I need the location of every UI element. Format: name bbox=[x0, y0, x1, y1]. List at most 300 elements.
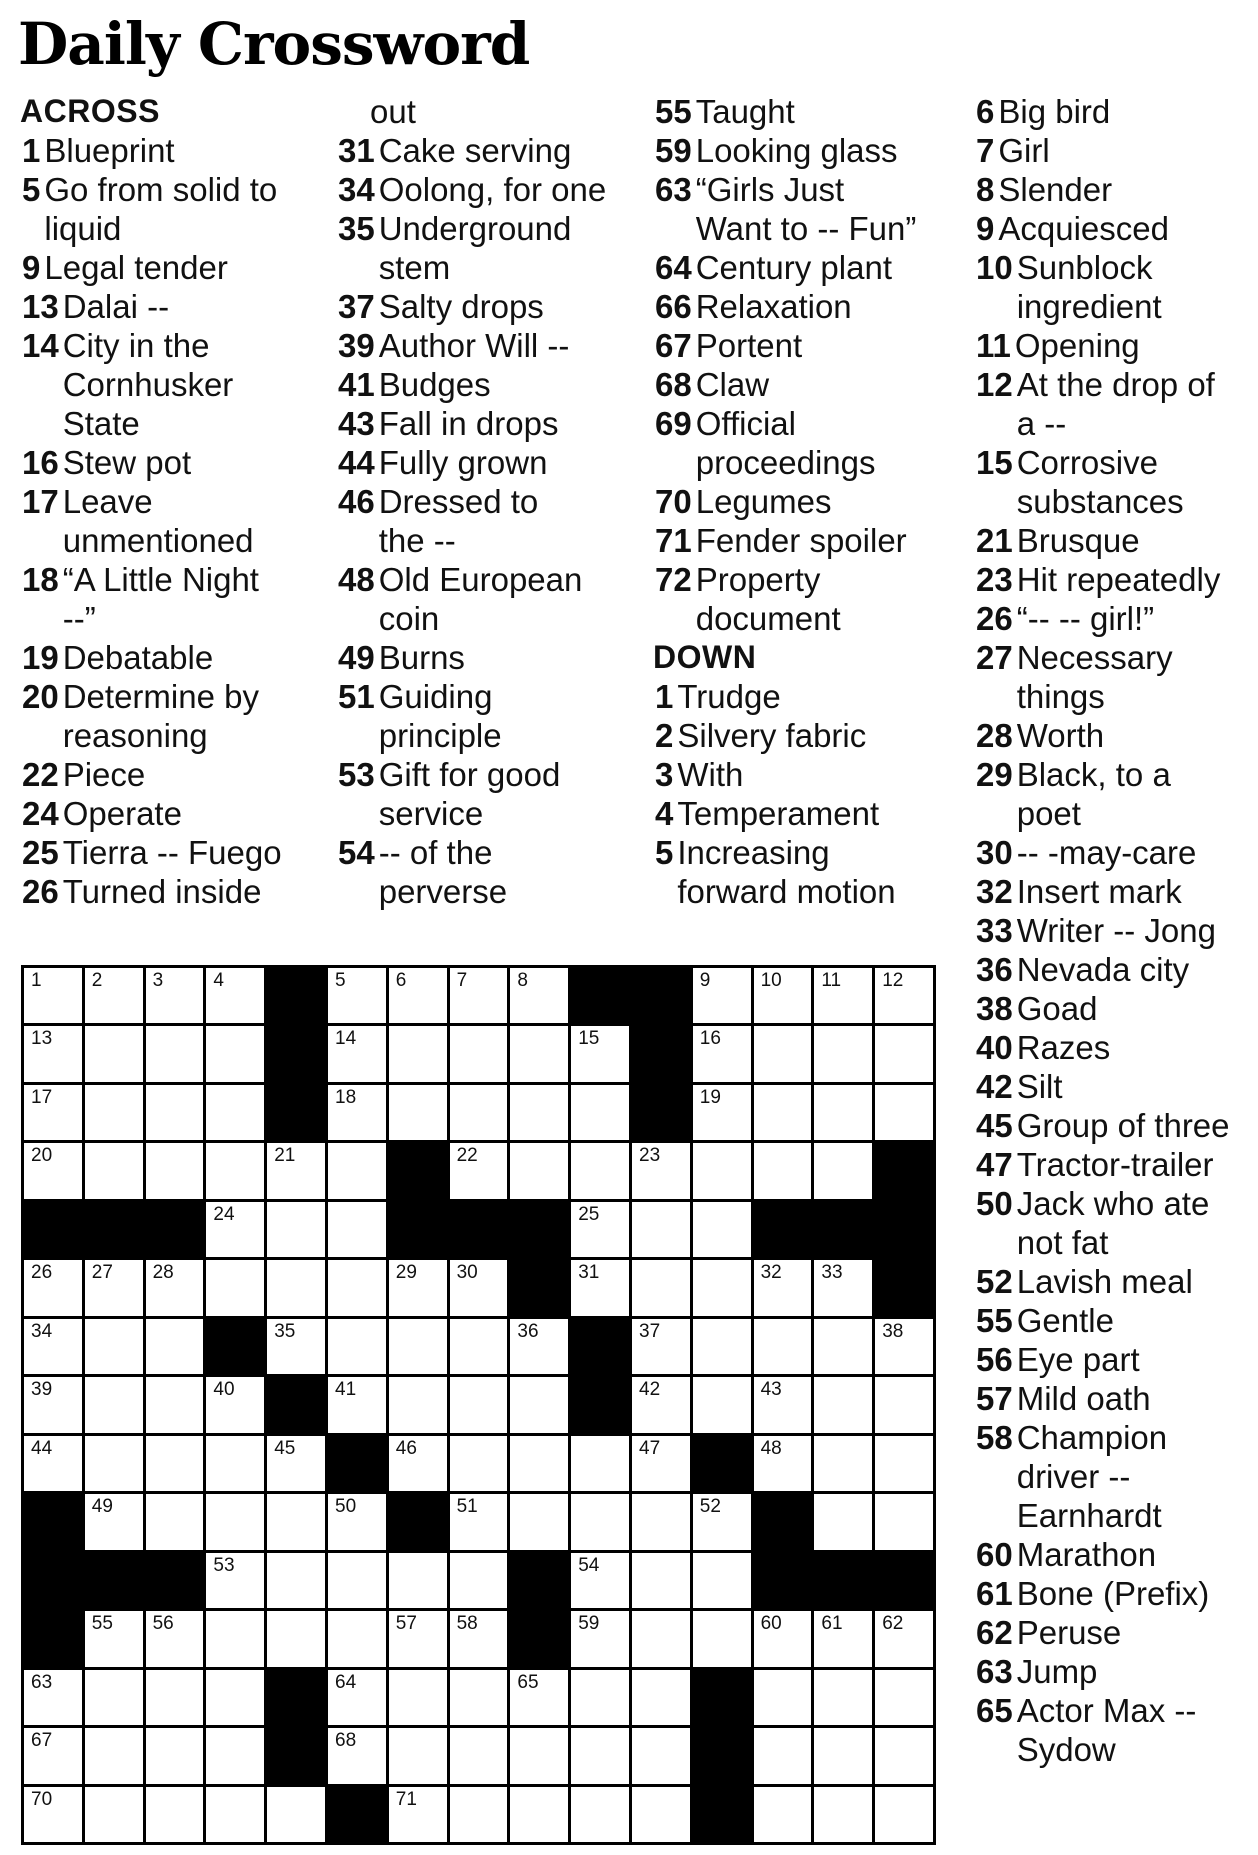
clue-line: Legal tender bbox=[44, 249, 228, 286]
clue-text bbox=[998, 209, 1169, 248]
grid-cell[interactable] bbox=[632, 1436, 690, 1491]
grid-cell[interactable] bbox=[814, 1728, 872, 1783]
clue-item bbox=[976, 833, 1256, 872]
crossword-grid bbox=[21, 965, 936, 1845]
grid-cell[interactable] bbox=[632, 1553, 690, 1608]
grid-cell[interactable] bbox=[632, 1143, 690, 1198]
clue-text bbox=[1017, 560, 1221, 599]
grid-cell[interactable] bbox=[328, 1319, 386, 1374]
clue-text bbox=[379, 560, 583, 638]
grid-cell[interactable] bbox=[328, 1260, 386, 1315]
clue-text bbox=[379, 482, 539, 560]
clue-number: 47 bbox=[976, 1146, 1013, 1183]
grid-cell[interactable] bbox=[693, 1202, 751, 1257]
grid-cell[interactable] bbox=[328, 1026, 386, 1081]
grid-cell[interactable] bbox=[693, 1026, 751, 1081]
grid-cell[interactable] bbox=[328, 1143, 386, 1198]
grid-cell[interactable] bbox=[328, 1611, 386, 1666]
clue-number: 69 bbox=[655, 405, 692, 442]
clue-item bbox=[655, 833, 960, 911]
cell-number: 7 bbox=[456, 970, 468, 991]
grid-cell[interactable] bbox=[875, 1670, 933, 1725]
clue-line: Operate bbox=[62, 795, 182, 832]
clue-item bbox=[22, 131, 327, 170]
grid-cell[interactable] bbox=[267, 1787, 325, 1842]
clue-line: Eye part bbox=[1016, 1341, 1140, 1378]
grid-cell[interactable] bbox=[389, 1085, 447, 1140]
grid-cell[interactable] bbox=[875, 1026, 933, 1081]
cell-number: 55 bbox=[91, 1613, 113, 1635]
clue-item bbox=[976, 599, 1256, 638]
clue-number: 64 bbox=[655, 249, 692, 286]
grid-cell[interactable] bbox=[450, 1377, 508, 1432]
grid-cell[interactable] bbox=[875, 1085, 933, 1140]
grid-cell[interactable] bbox=[814, 1670, 872, 1725]
grid-cell[interactable] bbox=[632, 1319, 690, 1374]
grid-cell[interactable] bbox=[814, 1611, 872, 1666]
grid-cell[interactable] bbox=[328, 1202, 386, 1257]
grid-cell[interactable] bbox=[450, 1728, 508, 1783]
grid-cell[interactable] bbox=[389, 1436, 447, 1491]
clue-line: Nevada city bbox=[1016, 951, 1190, 988]
grid-cell[interactable] bbox=[206, 1611, 264, 1666]
grid-cell[interactable] bbox=[328, 1085, 386, 1140]
clue-line: Guiding bbox=[378, 678, 493, 715]
clue-number: 17 bbox=[22, 483, 59, 520]
grid-cell[interactable] bbox=[85, 1377, 143, 1432]
grid-cell[interactable] bbox=[267, 1202, 325, 1257]
grid-cell[interactable] bbox=[814, 1436, 872, 1491]
grid-cell[interactable] bbox=[267, 1260, 325, 1315]
clue-line: Earnhardt bbox=[1016, 1497, 1162, 1534]
clue-line: Looking glass bbox=[695, 132, 898, 169]
grid-cell[interactable] bbox=[389, 1260, 447, 1315]
grid-cell[interactable] bbox=[24, 1085, 82, 1140]
clue-column-3 bbox=[655, 92, 960, 911]
grid-cell[interactable] bbox=[510, 1728, 568, 1783]
grid-cell[interactable] bbox=[754, 1319, 812, 1374]
grid-cell[interactable] bbox=[754, 1436, 812, 1491]
clue-text bbox=[44, 170, 277, 248]
cell-number: 8 bbox=[517, 970, 528, 991]
grid-cell[interactable] bbox=[693, 1085, 751, 1140]
grid-block bbox=[24, 1494, 82, 1549]
clue-number: 40 bbox=[976, 1029, 1013, 1066]
grid-cell[interactable] bbox=[754, 1670, 812, 1725]
clue-item bbox=[22, 872, 327, 911]
grid-cell[interactable] bbox=[389, 1787, 447, 1842]
clue-line: “Girls Just bbox=[695, 171, 845, 208]
clue-item bbox=[338, 833, 638, 911]
clue-number: 59 bbox=[655, 132, 692, 169]
grid-cell[interactable] bbox=[450, 1553, 508, 1608]
clue-line: ingredient bbox=[1016, 288, 1162, 325]
clue-item bbox=[976, 755, 1256, 833]
clue-line: -- of the bbox=[378, 834, 493, 871]
cell-number: 58 bbox=[456, 1613, 478, 1635]
grid-cell[interactable] bbox=[206, 1026, 264, 1081]
clue-text bbox=[1017, 833, 1197, 872]
clue-item bbox=[655, 248, 960, 287]
clue-line: -- -may-care bbox=[1016, 834, 1197, 871]
grid-cell[interactable] bbox=[267, 1611, 325, 1666]
grid-cell[interactable] bbox=[450, 1494, 508, 1549]
grid-cell[interactable] bbox=[632, 1494, 690, 1549]
grid-cell[interactable] bbox=[571, 1260, 629, 1315]
grid-cell[interactable] bbox=[85, 1494, 143, 1549]
grid-cell[interactable] bbox=[693, 1319, 751, 1374]
grid-cell[interactable] bbox=[450, 1319, 508, 1374]
grid-cell[interactable] bbox=[814, 1260, 872, 1315]
clue-item bbox=[22, 833, 327, 872]
clue-item bbox=[338, 755, 638, 833]
grid-cell[interactable] bbox=[754, 1611, 812, 1666]
grid-cell[interactable] bbox=[206, 1553, 264, 1608]
grid-cell[interactable] bbox=[814, 1143, 872, 1198]
grid-cell[interactable] bbox=[146, 1319, 204, 1374]
grid-cell[interactable] bbox=[875, 1319, 933, 1374]
grid-cell[interactable] bbox=[24, 1436, 82, 1491]
grid-cell[interactable] bbox=[24, 1377, 82, 1432]
grid-cell[interactable] bbox=[85, 1611, 143, 1666]
grid-cell[interactable] bbox=[632, 1611, 690, 1666]
cell-number: 48 bbox=[760, 1437, 782, 1459]
grid-cell[interactable] bbox=[754, 1377, 812, 1432]
grid-cell[interactable] bbox=[85, 1026, 143, 1081]
grid-cell[interactable] bbox=[24, 1670, 82, 1725]
cell-number: 63 bbox=[31, 1671, 53, 1693]
clue-text bbox=[379, 833, 507, 911]
clue-line: Girl bbox=[998, 132, 1050, 169]
grid-cell[interactable] bbox=[146, 1143, 204, 1198]
grid-cell[interactable] bbox=[875, 1377, 933, 1432]
grid-cell[interactable] bbox=[206, 1377, 264, 1432]
clue-number: 68 bbox=[655, 366, 692, 403]
clue-line: Goad bbox=[1016, 990, 1098, 1027]
cell-number: 31 bbox=[578, 1262, 600, 1284]
clue-item bbox=[976, 638, 1256, 716]
clue-item bbox=[976, 1652, 1256, 1691]
grid-cell[interactable] bbox=[450, 1670, 508, 1725]
grid-cell[interactable] bbox=[146, 1377, 204, 1432]
cell-number: 20 bbox=[31, 1145, 53, 1167]
clue-number: 37 bbox=[338, 288, 375, 325]
grid-block bbox=[510, 1611, 568, 1666]
grid-cell[interactable] bbox=[754, 1143, 812, 1198]
grid-cell[interactable] bbox=[328, 1670, 386, 1725]
grid-cell[interactable] bbox=[814, 1319, 872, 1374]
grid-cell[interactable] bbox=[450, 1260, 508, 1315]
grid-cell[interactable] bbox=[814, 1377, 872, 1432]
grid-cell[interactable] bbox=[450, 1787, 508, 1842]
grid-block bbox=[510, 1553, 568, 1608]
grid-cell[interactable] bbox=[632, 1670, 690, 1725]
clue-line: Gift for good bbox=[378, 756, 561, 793]
grid-cell[interactable] bbox=[146, 1670, 204, 1725]
clue-number: 67 bbox=[655, 327, 692, 364]
clue-number: 39 bbox=[338, 327, 375, 364]
grid-cell[interactable] bbox=[389, 968, 447, 1023]
grid-cell[interactable] bbox=[693, 1143, 751, 1198]
grid-cell[interactable] bbox=[206, 1436, 264, 1491]
grid-cell[interactable] bbox=[328, 1728, 386, 1783]
grid-cell[interactable] bbox=[754, 1085, 812, 1140]
grid-block bbox=[875, 1553, 933, 1608]
clue-text bbox=[1017, 1379, 1151, 1418]
grid-cell[interactable] bbox=[85, 1143, 143, 1198]
grid-cell[interactable] bbox=[814, 968, 872, 1023]
clue-line: Dalai -- bbox=[62, 288, 170, 325]
clue-line: Increasing bbox=[677, 834, 830, 871]
cell-number: 44 bbox=[31, 1437, 53, 1459]
grid-cell[interactable] bbox=[328, 1377, 386, 1432]
grid-cell[interactable] bbox=[206, 1260, 264, 1315]
grid-cell[interactable] bbox=[328, 1553, 386, 1608]
grid-cell[interactable] bbox=[450, 1143, 508, 1198]
grid-cell[interactable] bbox=[510, 1670, 568, 1725]
grid-cell[interactable] bbox=[267, 1494, 325, 1549]
grid-cell[interactable] bbox=[389, 1728, 447, 1783]
grid-cell[interactable] bbox=[146, 1026, 204, 1081]
clue-line: “-- -- girl!” bbox=[1016, 600, 1155, 637]
grid-cell[interactable] bbox=[206, 1085, 264, 1140]
clue-text bbox=[696, 326, 802, 365]
grid-cell[interactable] bbox=[571, 1202, 629, 1257]
grid-cell[interactable] bbox=[450, 968, 508, 1023]
grid-cell[interactable] bbox=[146, 1611, 204, 1666]
grid-cell[interactable] bbox=[267, 1143, 325, 1198]
clue-line: Portent bbox=[695, 327, 803, 364]
grid-block bbox=[693, 1728, 751, 1783]
cell-number: 41 bbox=[335, 1379, 357, 1401]
grid-cell[interactable] bbox=[632, 1787, 690, 1842]
grid-block bbox=[328, 1787, 386, 1842]
grid-cell[interactable] bbox=[24, 1026, 82, 1081]
grid-cell[interactable] bbox=[267, 1319, 325, 1374]
grid-cell[interactable] bbox=[693, 968, 751, 1023]
grid-cell[interactable] bbox=[510, 968, 568, 1023]
clue-line: proceedings bbox=[695, 444, 876, 481]
clue-line: coin bbox=[378, 600, 440, 637]
grid-cell[interactable] bbox=[571, 1611, 629, 1666]
grid-cell[interactable] bbox=[510, 1085, 568, 1140]
clue-item bbox=[655, 326, 960, 365]
cell-number: 15 bbox=[578, 1028, 600, 1050]
clue-text bbox=[1017, 1028, 1111, 1067]
clue-line: Want to -- Fun” bbox=[695, 210, 917, 247]
clue-number: 18 bbox=[22, 561, 59, 598]
grid-cell[interactable] bbox=[24, 1260, 82, 1315]
grid-cell[interactable] bbox=[85, 1319, 143, 1374]
clue-text bbox=[696, 560, 841, 638]
grid-cell[interactable] bbox=[24, 968, 82, 1023]
clue-text bbox=[1017, 1301, 1114, 1340]
grid-cell[interactable] bbox=[632, 1377, 690, 1432]
clue-item bbox=[976, 1145, 1256, 1184]
grid-cell[interactable] bbox=[328, 1494, 386, 1549]
clue-text bbox=[1017, 443, 1184, 521]
cell-number: 30 bbox=[456, 1262, 478, 1284]
grid-cell[interactable] bbox=[85, 1670, 143, 1725]
grid-block bbox=[632, 1085, 690, 1140]
cell-number: 39 bbox=[31, 1379, 53, 1401]
grid-cell[interactable] bbox=[510, 1026, 568, 1081]
grid-cell[interactable] bbox=[693, 1260, 751, 1315]
cell-number: 22 bbox=[456, 1145, 478, 1167]
grid-cell[interactable] bbox=[875, 1787, 933, 1842]
grid-cell[interactable] bbox=[450, 1085, 508, 1140]
grid-cell[interactable] bbox=[146, 1085, 204, 1140]
grid-cell[interactable] bbox=[814, 1787, 872, 1842]
clue-text bbox=[63, 482, 254, 560]
clue-number: 62 bbox=[976, 1614, 1013, 1651]
grid-cell[interactable] bbox=[875, 1611, 933, 1666]
grid-cell[interactable] bbox=[389, 1611, 447, 1666]
grid-block bbox=[693, 1670, 751, 1725]
clue-number: 55 bbox=[976, 1302, 1013, 1339]
grid-cell[interactable] bbox=[450, 1611, 508, 1666]
grid-cell[interactable] bbox=[875, 1728, 933, 1783]
grid-cell[interactable] bbox=[693, 1611, 751, 1666]
grid-cell[interactable] bbox=[24, 1143, 82, 1198]
clue-line: --” bbox=[62, 600, 96, 637]
grid-cell[interactable] bbox=[693, 1553, 751, 1608]
grid-cell[interactable] bbox=[571, 1026, 629, 1081]
grid-cell[interactable] bbox=[389, 1377, 447, 1432]
grid-cell[interactable] bbox=[267, 1553, 325, 1608]
grid-cell[interactable] bbox=[814, 1085, 872, 1140]
grid-cell[interactable] bbox=[510, 1319, 568, 1374]
clue-number: 12 bbox=[976, 366, 1013, 403]
clue-number: 56 bbox=[976, 1341, 1013, 1378]
clue-number: 44 bbox=[338, 444, 375, 481]
grid-cell[interactable] bbox=[814, 1494, 872, 1549]
grid-cell[interactable] bbox=[24, 1728, 82, 1783]
grid-cell[interactable] bbox=[754, 1026, 812, 1081]
grid-cell[interactable] bbox=[693, 1377, 751, 1432]
clue-item bbox=[655, 755, 960, 794]
grid-cell[interactable] bbox=[146, 1436, 204, 1491]
clue-number: 15 bbox=[976, 444, 1013, 481]
clue-line: Cake serving bbox=[378, 132, 572, 169]
grid-cell[interactable] bbox=[328, 968, 386, 1023]
grid-cell[interactable] bbox=[510, 1494, 568, 1549]
grid-cell[interactable] bbox=[571, 1787, 629, 1842]
grid-cell[interactable] bbox=[510, 1787, 568, 1842]
grid-cell[interactable] bbox=[85, 968, 143, 1023]
grid-cell[interactable] bbox=[146, 1494, 204, 1549]
clue-text bbox=[696, 248, 892, 287]
grid-cell[interactable] bbox=[754, 968, 812, 1023]
grid-cell[interactable] bbox=[510, 1143, 568, 1198]
grid-cell[interactable] bbox=[571, 1494, 629, 1549]
grid-cell[interactable] bbox=[754, 1787, 812, 1842]
clue-line: Official bbox=[695, 405, 796, 442]
grid-cell[interactable] bbox=[85, 1728, 143, 1783]
grid-cell[interactable] bbox=[389, 1670, 447, 1725]
clue-number: 50 bbox=[976, 1185, 1013, 1222]
grid-cell[interactable] bbox=[571, 1143, 629, 1198]
grid-block bbox=[571, 968, 629, 1023]
grid-cell[interactable] bbox=[146, 1260, 204, 1315]
grid-cell[interactable] bbox=[206, 1494, 264, 1549]
grid-cell[interactable] bbox=[632, 1260, 690, 1315]
grid-cell[interactable] bbox=[206, 1143, 264, 1198]
grid-cell[interactable] bbox=[206, 1202, 264, 1257]
grid-cell[interactable] bbox=[85, 1260, 143, 1315]
grid-cell[interactable] bbox=[206, 1787, 264, 1842]
grid-cell[interactable] bbox=[24, 1787, 82, 1842]
grid-cell[interactable] bbox=[146, 1728, 204, 1783]
clue-number: 27 bbox=[976, 639, 1013, 676]
grid-cell[interactable] bbox=[146, 1787, 204, 1842]
clue-item bbox=[338, 443, 638, 482]
grid-cell[interactable] bbox=[814, 1026, 872, 1081]
clue-line: Big bird bbox=[998, 93, 1111, 130]
grid-cell[interactable] bbox=[146, 968, 204, 1023]
grid-cell[interactable] bbox=[85, 1085, 143, 1140]
grid-cell[interactable] bbox=[571, 1436, 629, 1491]
clue-number: 61 bbox=[976, 1575, 1013, 1612]
grid-cell[interactable] bbox=[571, 1728, 629, 1783]
clue-text bbox=[1017, 1535, 1156, 1574]
clue-line: service bbox=[378, 795, 484, 832]
grid-cell[interactable] bbox=[510, 1436, 568, 1491]
grid-cell[interactable] bbox=[85, 1787, 143, 1842]
grid-cell[interactable] bbox=[24, 1319, 82, 1374]
grid-cell[interactable] bbox=[632, 1728, 690, 1783]
grid-block bbox=[85, 1202, 143, 1257]
grid-cell[interactable] bbox=[389, 1026, 447, 1081]
grid-cell[interactable] bbox=[267, 1436, 325, 1491]
clue-number: 63 bbox=[976, 1653, 1013, 1690]
grid-cell[interactable] bbox=[754, 1728, 812, 1783]
grid-cell[interactable] bbox=[389, 1319, 447, 1374]
grid-cell[interactable] bbox=[754, 1260, 812, 1315]
clue-item bbox=[22, 170, 327, 248]
clue-item bbox=[22, 248, 327, 287]
grid-cell[interactable] bbox=[875, 1494, 933, 1549]
clue-line: Budges bbox=[378, 366, 491, 403]
grid-cell[interactable] bbox=[206, 1670, 264, 1725]
grid-cell[interactable] bbox=[571, 1670, 629, 1725]
clue-line: Temperament bbox=[677, 795, 880, 832]
grid-cell[interactable] bbox=[450, 1026, 508, 1081]
grid-cell[interactable] bbox=[875, 1436, 933, 1491]
clue-line: Mild oath bbox=[1016, 1380, 1151, 1417]
clue-text bbox=[677, 677, 780, 716]
grid-cell[interactable] bbox=[571, 1085, 629, 1140]
grid-cell[interactable] bbox=[389, 1553, 447, 1608]
clue-line: Legumes bbox=[695, 483, 832, 520]
grid-cell[interactable] bbox=[510, 1377, 568, 1432]
down-heading: DOWN bbox=[653, 639, 757, 675]
clue-text bbox=[677, 716, 866, 755]
grid-cell[interactable] bbox=[206, 1728, 264, 1783]
grid-cell[interactable] bbox=[85, 1436, 143, 1491]
clue-item bbox=[976, 716, 1256, 755]
clue-item bbox=[976, 1535, 1256, 1574]
grid-cell[interactable] bbox=[450, 1436, 508, 1491]
grid-cell[interactable] bbox=[693, 1494, 751, 1549]
grid-cell[interactable] bbox=[632, 1202, 690, 1257]
grid-cell[interactable] bbox=[206, 968, 264, 1023]
clue-text bbox=[696, 482, 832, 521]
clue-line: Property bbox=[695, 561, 821, 598]
grid-cell[interactable] bbox=[875, 968, 933, 1023]
clue-line: Bone (Prefix) bbox=[1016, 1575, 1210, 1612]
grid-cell[interactable] bbox=[571, 1553, 629, 1608]
